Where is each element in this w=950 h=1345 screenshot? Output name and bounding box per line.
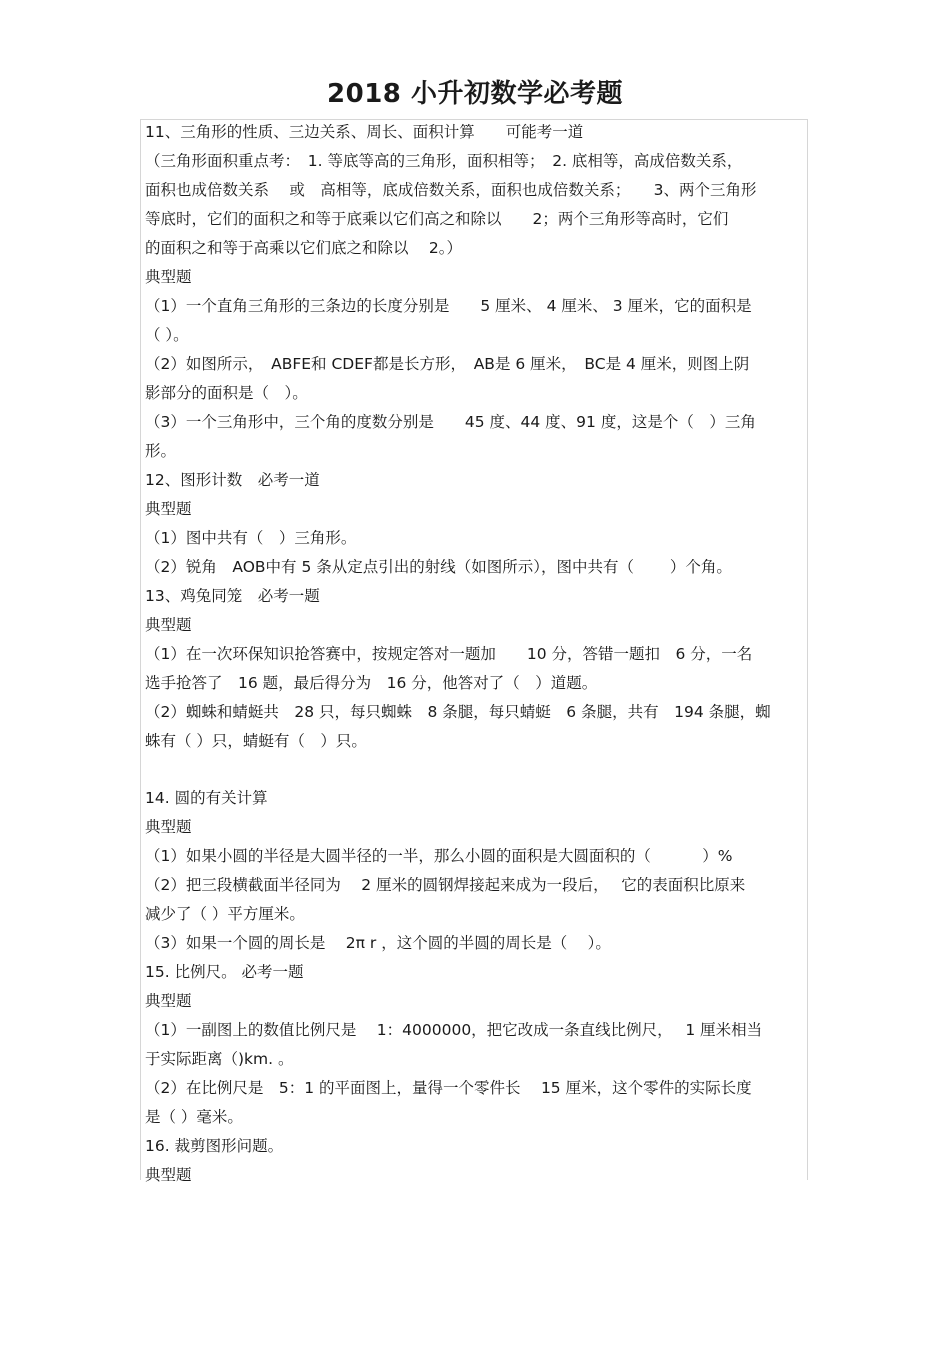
- typical-heading: 典型题: [145, 616, 192, 634]
- section-heading-15: 15. 比例尺。 必考一题: [145, 963, 304, 981]
- question-line: 是（ ）毫米。: [145, 1108, 243, 1126]
- question-line: （ ）。: [145, 326, 189, 344]
- section-heading-14: 14. 圆的有关计算: [145, 789, 268, 807]
- blank-line: [145, 756, 803, 784]
- question-line: 影部分的面积是（ ）。: [145, 384, 308, 402]
- typical-heading: 典型题: [145, 992, 192, 1010]
- question-line: 蛛有（ ）只，蜻蜓有（ ）只。: [145, 732, 367, 750]
- document-body: [145, 118, 803, 1190]
- question-line: （1）一副图上的数值比例尺是 1：4000000，把它改成一条直线比例尺， 1 厘米相当: [145, 1021, 763, 1039]
- typical-heading: 典型题: [145, 1166, 192, 1184]
- question-line: （1）图中共有（ ）三角形。: [145, 529, 357, 547]
- note-line: 面积也成倍数关系 或 高相等，底成倍数关系，面积也成倍数关系； 3、两个三角形: [145, 181, 757, 199]
- question-line: （3）一个三角形中，三个角的度数分别是 45 度、44 度、91 度，这是个（ ）三角: [145, 413, 756, 431]
- section-heading-16: 16. 裁剪图形问题。: [145, 1137, 284, 1155]
- question-line: 形。: [145, 442, 177, 460]
- question-line: （2）在比例尺是 5：1 的平面图上，量得一个零件长 15 厘米，这个零件的实际长度: [145, 1079, 752, 1097]
- question-line: （2）锐角 AOB中有 5 条从定点引出的射线（如图所示），图中共有（ ）个角。: [145, 558, 732, 576]
- typical-heading: 典型题: [145, 818, 192, 836]
- question-line: 于实际距离（)km. 。: [145, 1050, 294, 1068]
- question-line: （3）如果一个圆的周长是 2π r ，这个圆的半圆的周长是（ ）。: [145, 934, 611, 952]
- section-heading-11: 11、三角形的性质、三边关系、周长、面积计算 可能考一道: [145, 123, 584, 141]
- question-line: （1）在一次环保知识抢答赛中，按规定答对一题加 10 分，答错一题扣 6 分，一名: [145, 645, 753, 663]
- question-line: 选手抢答了 16 题，最后得分为 16 分，他答对了（ ）道题。: [145, 674, 598, 692]
- typical-heading: 典型题: [145, 268, 192, 286]
- section-heading-12: 12、图形计数 必考一道: [145, 471, 320, 489]
- question-line: （2）如图所示， ABFE和 CDEF都是长方形， AB是 6 厘米， BC是 4 厘米，则图上阴: [145, 355, 750, 373]
- question-line: （2）把三段横截面半径同为 2 厘米的圆钢焊接起来成为一段后， 它的表面积比原来: [145, 876, 746, 894]
- section-heading-13: 13、鸡兔同笼 必考一题: [145, 587, 320, 605]
- page-title: 2018 小升初数学必考题: [327, 79, 623, 109]
- note-line: 等底时，它们的面积之和等于底乘以它们高之和除以 2；两个三角形等高时，它们: [145, 210, 729, 228]
- question-line: （2）蜘蛛和蜻蜓共 28 只，每只蜘蛛 8 条腿，每只蜻蜓 6 条腿，共有 194 条腿，蜘: [145, 703, 771, 721]
- note-line: 的面积之和等于高乘以它们底之和除以 2。）: [145, 239, 463, 257]
- question-line: 减少了（ ）平方厘米。: [145, 905, 305, 923]
- note-line: （三角形面积重点考： 1. 等底等高的三角形，面积相等； 2. 底相等，高成倍数关系，: [145, 152, 743, 170]
- question-line: （1）如果小圆的半径是大圆半径的一半，那么小圆的面积是大圆面积的（ ）%: [145, 847, 733, 865]
- question-line: （1）一个直角三角形的三条边的长度分别是 5 厘米、 4 厘米、 3 厘米，它的面积是: [145, 297, 752, 315]
- typical-heading: 典型题: [145, 500, 192, 518]
